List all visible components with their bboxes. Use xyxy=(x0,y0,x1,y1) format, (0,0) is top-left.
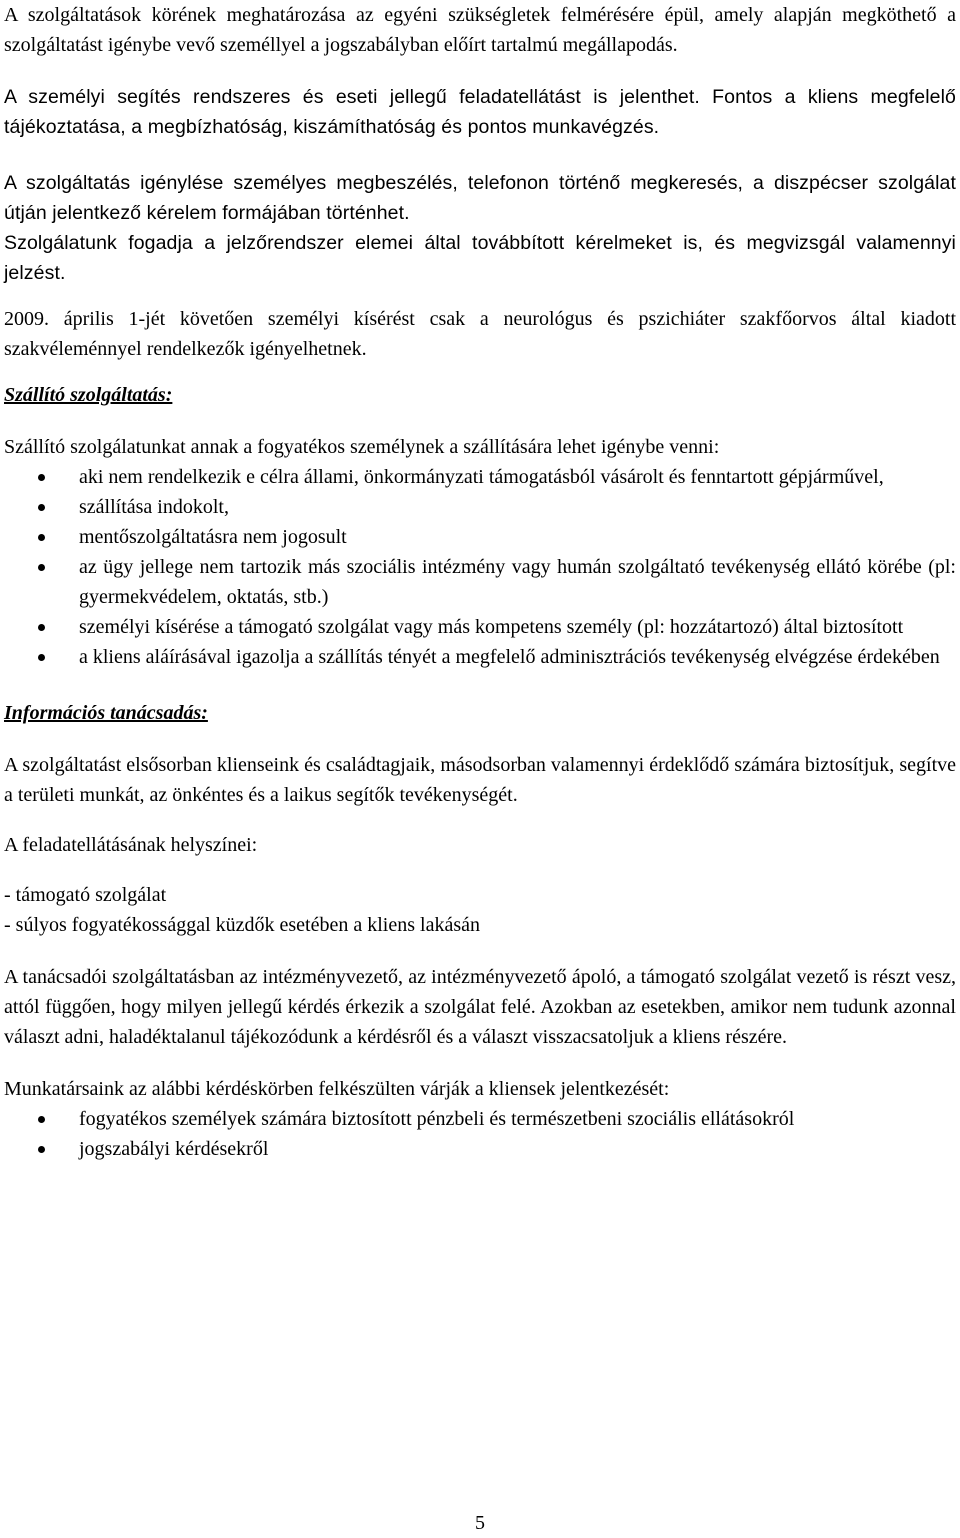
list-item: szállítása indokolt, xyxy=(4,492,956,522)
info-topics-list xyxy=(4,1104,956,1164)
paragraph-advisors: A tanácsadói szolgáltatásban az intézményvezető, az intézményvezető ápoló, a támogató szolgálat vezető is részt vesz, attól függően, hogy milyen jellegű kérdés érkezik a szolgálat felé. Azokban az esetekben, amikor nem tudunk azonnal választ adni, haladéktalanul tájékozódunk a kérdésről és a választ visszacsatoljuk a kliens részére. xyxy=(4,966,956,1048)
location-item: - támogató szolgálat xyxy=(4,884,167,906)
list-item: személyi kísérése a támogató szolgálat vagy más kompetens személy (pl: hozzátartozó) által biztosított xyxy=(4,612,956,642)
paragraph-transport-intro: Szállító szolgálatunkat annak a fogyatékos személynek a szállítására lehet igénybe venni: xyxy=(4,436,720,458)
paragraph-staff: Munkatársaink az alábbi kérdéskörben felkészülten várják a kliensek jelentkezését: xyxy=(4,1078,670,1100)
list-item: jogszabályi kérdésekről xyxy=(4,1134,956,1164)
location-item: - súlyos fogyatékossággal küzdők esetében a kliens lakásán xyxy=(4,914,480,936)
bullet-icon xyxy=(38,564,45,571)
paragraph-escort: 2009. április 1-jét követően személyi kísérést csak a neurológus és pszichiáter szakfőorvos által kiadott szakvéleménnyel rendelkezők igényelhetnek. xyxy=(4,308,956,360)
bullet-icon xyxy=(38,1146,45,1153)
list-item: fogyatékos személyek számára biztosított pénzbeli és természetbeni szociális ellátásokról xyxy=(4,1104,956,1134)
paragraph-signal-system: Szolgálatunk fogadja a jelzőrendszer elemei által továbbított kérelmeket is, és megvizsgál valamennyi jelzést. xyxy=(4,232,956,284)
bullet-icon xyxy=(38,504,45,511)
locations-title: A feladatellátásának helyszínei: xyxy=(4,834,258,856)
paragraph-personal-help: A személyi segítés rendszeres és eseti jellegű feladatellátást is jelenthet. Fontos a kliens megfelelő tájékoztatása, a megbízhatóság, kiszámíthatóság és pontos munkavégzés. xyxy=(4,86,956,138)
heading-transport: Szállító szolgáltatás: xyxy=(4,384,173,406)
list-item: mentőszolgáltatásra nem jogosult xyxy=(4,522,956,552)
bullet-icon xyxy=(38,1116,45,1123)
transport-conditions-list xyxy=(4,462,956,672)
heading-info: Információs tanácsadás: xyxy=(4,702,208,724)
paragraph-intro: A szolgáltatások körének meghatározása az egyéni szükségletek felmérésére épül, amely alapján megköthető a szolgáltatást igénybe vevő személlyel a jogszabályban előírt tartalmú megállapodás. xyxy=(4,4,956,56)
document-page xyxy=(4,0,956,1164)
paragraph-request: A szolgáltatás igénylése személyes megbeszélés, telefonon történő megkeresés, a diszpécser szolgálat útján jelentkező kérelem formájában történhet. xyxy=(4,172,956,224)
paragraph-info-audience: A szolgáltatást elsősorban klienseink és családtagjaik, másodsorban valamennyi érdeklődő számára biztosítjuk, segítve a területi munkát, az önkéntes és a laikus segítők tevékenységét. xyxy=(4,754,956,806)
bullet-icon xyxy=(38,534,45,541)
list-item: az ügy jellege nem tartozik más szociális intézmény vagy humán szolgáltató tevékenység ellátó körébe (pl: gyermekvédelem, oktatás, stb.) xyxy=(4,552,956,612)
page-number: 5 xyxy=(475,1512,485,1534)
bullet-icon xyxy=(38,474,45,481)
list-item: a kliens aláírásával igazolja a szállítás tényét a megfelelő adminisztrációs tevékenység elvégzése érdekében xyxy=(4,642,956,672)
list-item: aki nem rendelkezik e célra állami, önkormányzati támogatásból vásárolt és fenntartott gépjárművel, xyxy=(4,462,956,492)
bullet-icon xyxy=(38,624,45,631)
bullet-icon xyxy=(38,654,45,661)
